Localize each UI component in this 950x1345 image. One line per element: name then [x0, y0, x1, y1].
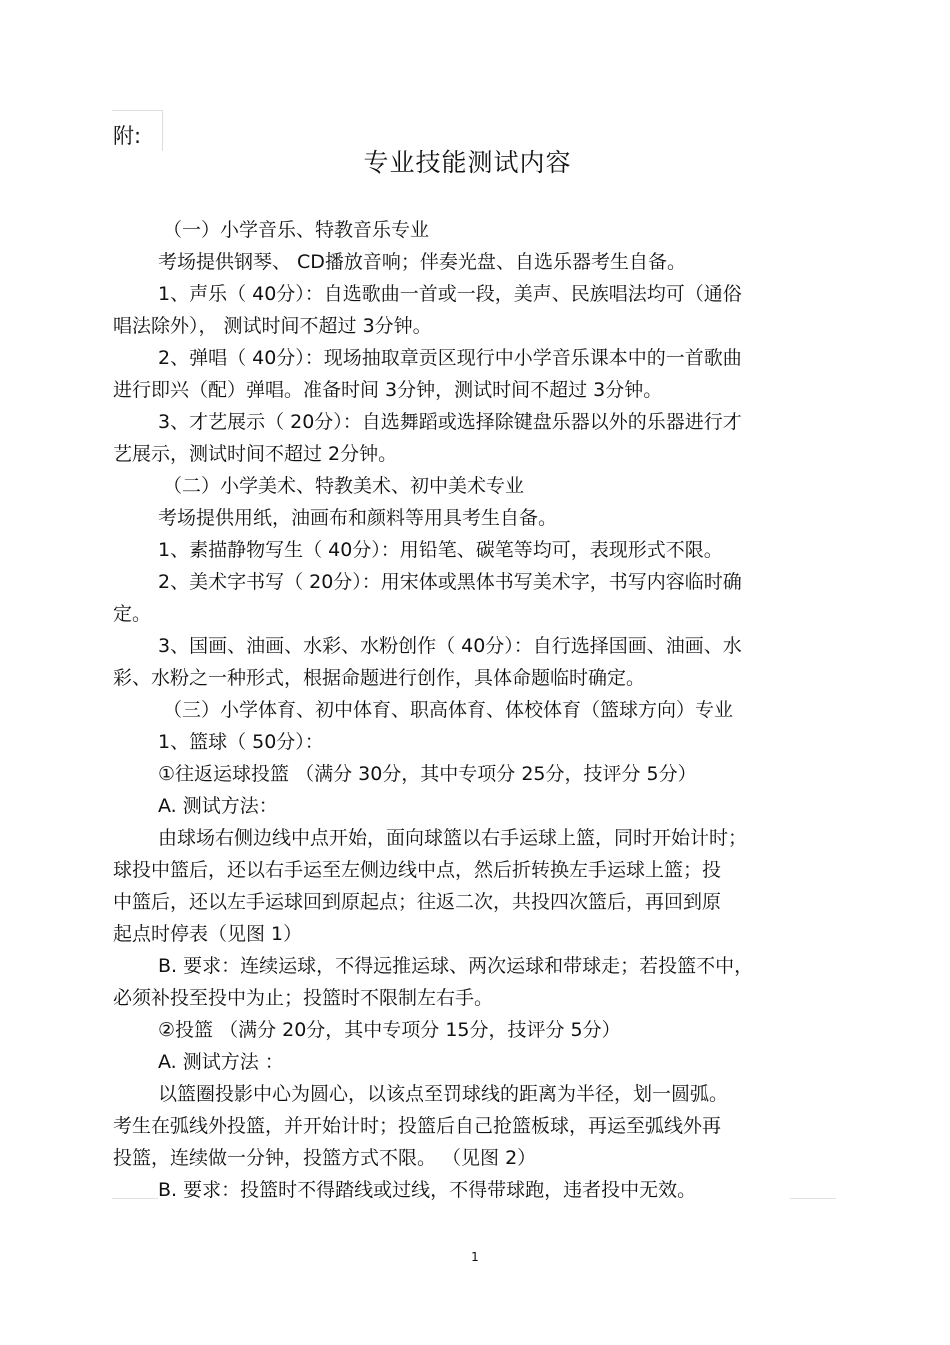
body-line: 3、国画、油画、水彩、水粉创作（ 40分）：自行选择国画、油画、水: [158, 635, 742, 657]
body-line: B. 要求：投篮时不得踏线或过线，不得带球跑，违者投中无效。: [158, 1179, 697, 1201]
body-line: ①往返运球投篮 （满分 30分，其中专项分 25分，技评分 5分）: [158, 763, 697, 785]
body-line: 起点时停表（见图 1）: [113, 923, 303, 945]
body-line: 球投中篮后，还以右手运至左侧边线中点，然后折转换左手运球上篮；投: [113, 859, 722, 881]
body-line: 1、篮球（ 50分）：: [158, 731, 324, 753]
attachment-label: 附:: [113, 124, 142, 148]
body-line: 1、素描静物写生（ 40分）：用铅笔、碳笔等均可，表现形式不限。: [158, 539, 723, 561]
body-line: 中篮后，还以左手运球回到原起点；往返二次，共投四次篮后，再回到原: [113, 891, 722, 913]
body-line: ②投篮 （满分 20分，其中专项分 15分，技评分 5分）: [158, 1019, 621, 1041]
body-line: （二）小学美术、特教美术、初中美术专业: [163, 475, 525, 497]
document-title: 专业技能测试内容: [363, 148, 572, 177]
body-line: A. 测试方法 ：: [158, 1051, 284, 1073]
body-line: 投篮，连续做一分钟，投篮方式不限。 （见图 2）: [113, 1147, 537, 1169]
body-line: 考生在弧线外投篮，并开始计时；投篮后自己抢篮板球，再运至弧线外再: [113, 1115, 722, 1137]
body-line: （一）小学音乐、特教音乐专业: [163, 219, 430, 241]
body-line: A. 测试方法：: [158, 795, 278, 817]
body-line: 由球场右侧边线中点开始，面向球篮以右手运球上篮，同时开始计时；: [158, 827, 748, 849]
body-line: 必须补投至投中为止；投篮时不限制左右手。: [113, 987, 494, 1009]
body-line: （三）小学体育、初中体育、职高体育、体校体育（篮球方向）专业: [163, 699, 734, 721]
document-body: [113, 214, 823, 1206]
body-line: 定。: [113, 603, 152, 625]
body-line: B. 要求：连续运球，不得远推运球、两次运球和带球走；若投篮不中，: [158, 955, 754, 977]
body-line: 3、才艺展示（ 20分）：自选舞蹈或选择除键盘乐器以外的乐器进行才: [158, 411, 742, 433]
body-line: 考场提供钢琴、 CD播放音响；伴奏光盘、自选乐器考生自备。: [158, 251, 686, 273]
body-line: 艺展示，测试时间不超过 2分钟。: [113, 443, 398, 465]
body-line: 1、声乐（ 40分）：自选歌曲一首或一段，美声、民族唱法均可（通俗: [158, 283, 742, 305]
body-line: 2、美术字书写（ 20分）：用宋体或黑体书写美术字，书写内容临时确: [158, 571, 742, 593]
body-line: 唱法除外）， 测试时间不超过 3分钟。: [113, 315, 432, 337]
body-line: 考场提供用纸，油画布和颜料等用具考生自备。: [158, 507, 558, 529]
body-line: 彩、水粉之一种形式，根据命题进行创作，具体命题临时确定。: [113, 667, 646, 689]
body-line: 进行即兴（配）弹唱。准备时间 3分钟，测试时间不超过 3分钟。: [113, 379, 663, 401]
body-line: 2、弹唱（ 40分）：现场抽取章贡区现行中小学音乐课本中的一首歌曲: [158, 347, 742, 369]
body-line: 以篮圈投影中心为圆心，以该点至罚球线的距离为半径，划一圆弧。: [158, 1083, 729, 1105]
page-number: 1: [471, 1250, 479, 1264]
